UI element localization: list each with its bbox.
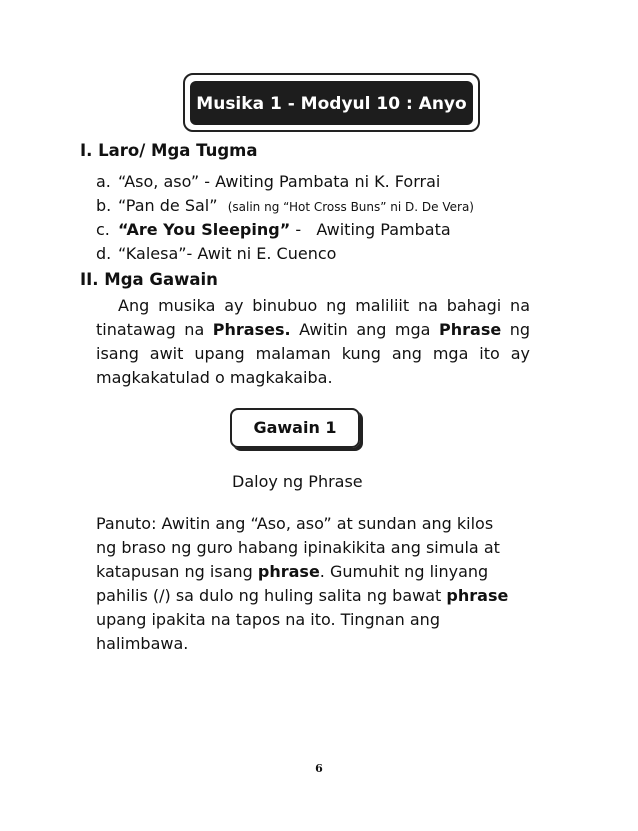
bold-term: Phrase <box>439 320 502 339</box>
para-line <box>96 560 530 584</box>
para-line: magkakatulad o magkakaiba. <box>96 368 333 387</box>
text-run: pahilis (/) sa dulo ng huling salita ng bawat <box>96 586 442 605</box>
list-item-b <box>96 196 474 215</box>
para-line: upang ipakita na tapos na ito. Tingnan ang <box>96 610 440 629</box>
text-run: katapusan ng isang <box>96 562 253 581</box>
para-line: isang awit upang malaman kung ang mga ito ay <box>96 344 530 363</box>
list-item-c <box>96 220 451 239</box>
item-text: - Awiting Pambata <box>290 220 451 239</box>
page-number: 6 <box>315 762 323 775</box>
module-title: Musika 1 - Modyul 10 : Anyo <box>196 94 467 114</box>
item-text: “Aso, aso” - Awiting Pambata ni K. Forrai <box>118 172 441 191</box>
text-run: tinatawag na <box>96 320 205 339</box>
para-line <box>96 318 530 342</box>
bold-term: phrase <box>446 586 509 605</box>
item-bold-title: “Are You Sleeping” <box>118 220 291 239</box>
item-label: d. <box>96 244 112 263</box>
para-line <box>96 584 530 608</box>
text-run: ng <box>509 320 531 339</box>
list-item-a <box>96 172 440 191</box>
para-line: halimbawa. <box>96 634 189 653</box>
para-line: ng braso ng guro habang ipinakikita ang simula at <box>96 538 500 557</box>
section1-heading: I. Laro/ Mga Tugma <box>80 141 258 160</box>
instructions-paragraph <box>96 512 530 656</box>
item-note: (salin ng “Hot Cross Buns” ni D. De Vera) <box>227 200 474 214</box>
bold-term: Phrases. <box>212 320 291 339</box>
intro-paragraph <box>96 294 530 390</box>
text-run: Awitin ang mga <box>299 320 431 339</box>
item-label: b. <box>96 196 112 215</box>
item-label: c. <box>96 220 110 239</box>
bold-term: phrase <box>257 562 320 581</box>
gawain-subtitle: Daloy ng Phrase <box>232 472 363 491</box>
gawain-label-box: Gawain 1 <box>230 408 360 448</box>
section2-heading: II. Mga Gawain <box>80 270 218 289</box>
para-line: Panuto: Awitin ang “Aso, aso” at sundan ang kilos <box>96 514 494 533</box>
item-text: “Kalesa”- Awit ni E. Cuenco <box>118 244 337 263</box>
para-line: Ang musika ay binubuo ng maliliit na bahagi na <box>118 296 530 315</box>
text-run: . Gumuhit ng linyang <box>319 562 489 581</box>
list-item-d <box>96 244 336 263</box>
item-text: “Pan de Sal” <box>118 196 218 215</box>
item-label: a. <box>96 172 111 191</box>
